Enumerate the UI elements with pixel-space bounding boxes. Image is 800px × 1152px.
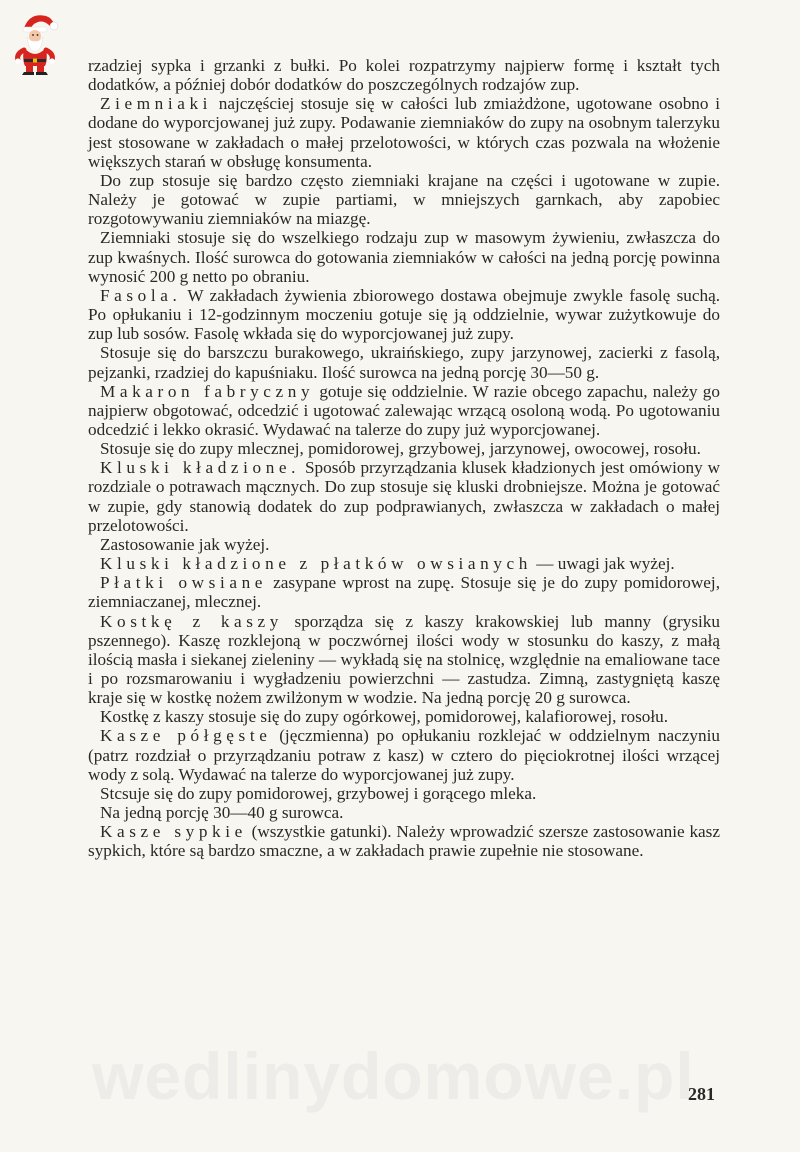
paragraph-text: Do zup stosuje się bardzo często ziemniaki krajane na części i ugotowane w zupie. Należy je gotować w zupie partiami, w mniejszych garnkach, aby zapobiec rozgotowywaniu ziemniaków na miazgę. — [88, 170, 720, 229]
paragraph — [88, 458, 720, 535]
paragraph-text: Stosuje się do zupy mlecznej, pomidorowej, grzybowej, jarzynowej, owocowej, rosołu. — [100, 439, 701, 459]
watermark: wedlinydomowe.pl — [92, 1039, 695, 1113]
paragraph-text: rzadziej sypka i grzanki z bułki. Po kolei rozpatrzymy najpierw formę i kształt tych dodatków, a później dobór dodatków do poszczególnych rodzajów zup. — [88, 56, 720, 95]
paragraph-text: Kostkę z kaszy stosuje się do zupy ogórkowej, pomidorowej, kalafiorowej, rosołu. — [100, 707, 669, 727]
paragraph — [88, 171, 720, 228]
paragraph — [88, 554, 720, 573]
paragraph-lead: Ziemniaki — [100, 94, 213, 114]
paragraph — [88, 707, 720, 726]
paragraph-text: zasypane wprost na zupę. Stosuje się je do zupy pomidorowej, ziemniaczanej, mlecznej. — [88, 573, 720, 612]
paragraph-lead: Płatki owsiane — [100, 573, 267, 593]
paragraph — [88, 803, 720, 822]
paragraph — [88, 726, 720, 783]
paragraph — [88, 382, 720, 439]
paragraph — [88, 535, 720, 554]
paragraph — [88, 573, 720, 611]
paragraph-text: Ziemniaki stosuje się do wszelkiego rodzaju zup w masowym żywieniu, zwłaszcza do zup kwaśnych. Ilość surowca do gotowania ziemniaków w całości na jedną porcję powinna wynosić 200 g netto po obraniu. — [88, 228, 720, 286]
paragraph-text: (jęczmienna) po opłukaniu rozklejać w oddzielnym naczyniu (patrz rozdział o przyrządzaniu potraw z kasz) w cztero do pięciokrotnej ilości wrzącej wody z solą. Wydawać na talerze do wyporcjowanej już zupy. — [88, 726, 720, 784]
paragraph-lead: Kasze półgęste — [100, 726, 272, 746]
paragraph-lead: Kluski kładzione z płatków owsianych — [100, 554, 532, 574]
paragraph-lead: Fasola. — [100, 285, 182, 305]
paragraph-text: sporządza się z kaszy krakowskiej lub manny (grysiku pszennego). Kaszę rozklejoną w poczwórnej ilości wody w stosunku do kaszy, z małą ilością masła i siekanej zieleniny — wykładą się na stolnicę, względnie na emaliowane tace i po rozsmarowaniu i wygładzeniu powierzchni — zastudza. Zimną, zastygniętą kaszę kraje się w kostkę nożem zwilżonym w wodzie. Na jedną porcję 20 g surowca. — [88, 611, 720, 708]
paragraph — [88, 94, 720, 171]
paragraph-text: gotuje się oddzielnie. W razie obcego zapachu, należy go najpierw obgotować, odcedzić i ugotować zalewając wrzącą osoloną wodą. Po ugotowaniu odcedzić i lekko okrasić. Wydawać na talerze do zupy już wyporcjowanej. — [88, 381, 720, 439]
paragraph-lead: Kasze sypkie — [100, 822, 247, 842]
paragraph — [88, 784, 720, 803]
paragraph-lead: Kostkę z kaszy — [100, 611, 283, 631]
paragraph — [88, 286, 720, 343]
page-number: 281 — [688, 1084, 715, 1104]
paragraph-text: Sposób przyrządzania klusek kładzionych jest omówiony w rozdziale o potrawach mącznych. Do zup stosuje się kluski drobniejsze. Można je gotować w zupie, gdy stanowią dodatek do zup podprawianych, zwłaszcza w zakładach o małej przelotowości. — [88, 458, 720, 535]
paragraph-lead: Kluski kładzione. — [100, 458, 301, 478]
paragraph — [88, 56, 720, 94]
paragraph-text: najczęściej stosuje się w całości lub zmiażdżone, ugotowane osobno i dodane do wyporcjowanej już zupy. Podawanie ziemniaków do zupy na osobnym talerzyku jest stosowane w zakładach o małej przelotowości, w których czas pozwala na włożenie większych starań w obsługę konsumenta. — [88, 94, 720, 171]
paragraph-text: Zastosowanie jak wyżej. — [100, 534, 270, 554]
paragraph-text: Stcsuje się do zupy pomidorowej, grzybowej i gorącego mleka. — [100, 783, 537, 803]
paragraph — [88, 343, 720, 381]
paragraph-text: Stosuje się do barszczu burakowego, ukraińskiego, zupy jarzynowej, zacierki z fasolą, pejzanki, rzadziej do kapuśniaku. Ilość surowca na jedną porcję 30—50 g. — [88, 343, 720, 382]
paragraph-text: W zakładach żywienia zbiorowego dostawa obejmuje zwykle fasolę suchą. Po opłukaniu i 12-godzinnym moczeniu gotuje się ją oddzielnie, wywar zużytkowuje do zup lub sosów. Fasolę wkłada się do wyporcjowanej już zupy. — [88, 285, 720, 344]
paragraph — [88, 612, 720, 708]
body-text — [88, 56, 720, 861]
santa-claus-icon — [10, 10, 62, 76]
paragraph-text: (wszystkie gatunki). Należy wprowadzić szersze zastosowanie kasz sypkich, które są bardzo smaczne, a w zakładach prawie zupełnie nie stosowane. — [88, 822, 720, 861]
paragraph-text: Na jedną porcję 30—40 g surowca. — [100, 803, 344, 823]
paragraph-lead: Makaron fabryczny — [100, 381, 315, 401]
paragraph — [88, 228, 720, 285]
paragraph-text: — uwagi jak wyżej. — [531, 554, 675, 574]
paragraph — [88, 439, 720, 458]
paragraph — [88, 822, 720, 860]
